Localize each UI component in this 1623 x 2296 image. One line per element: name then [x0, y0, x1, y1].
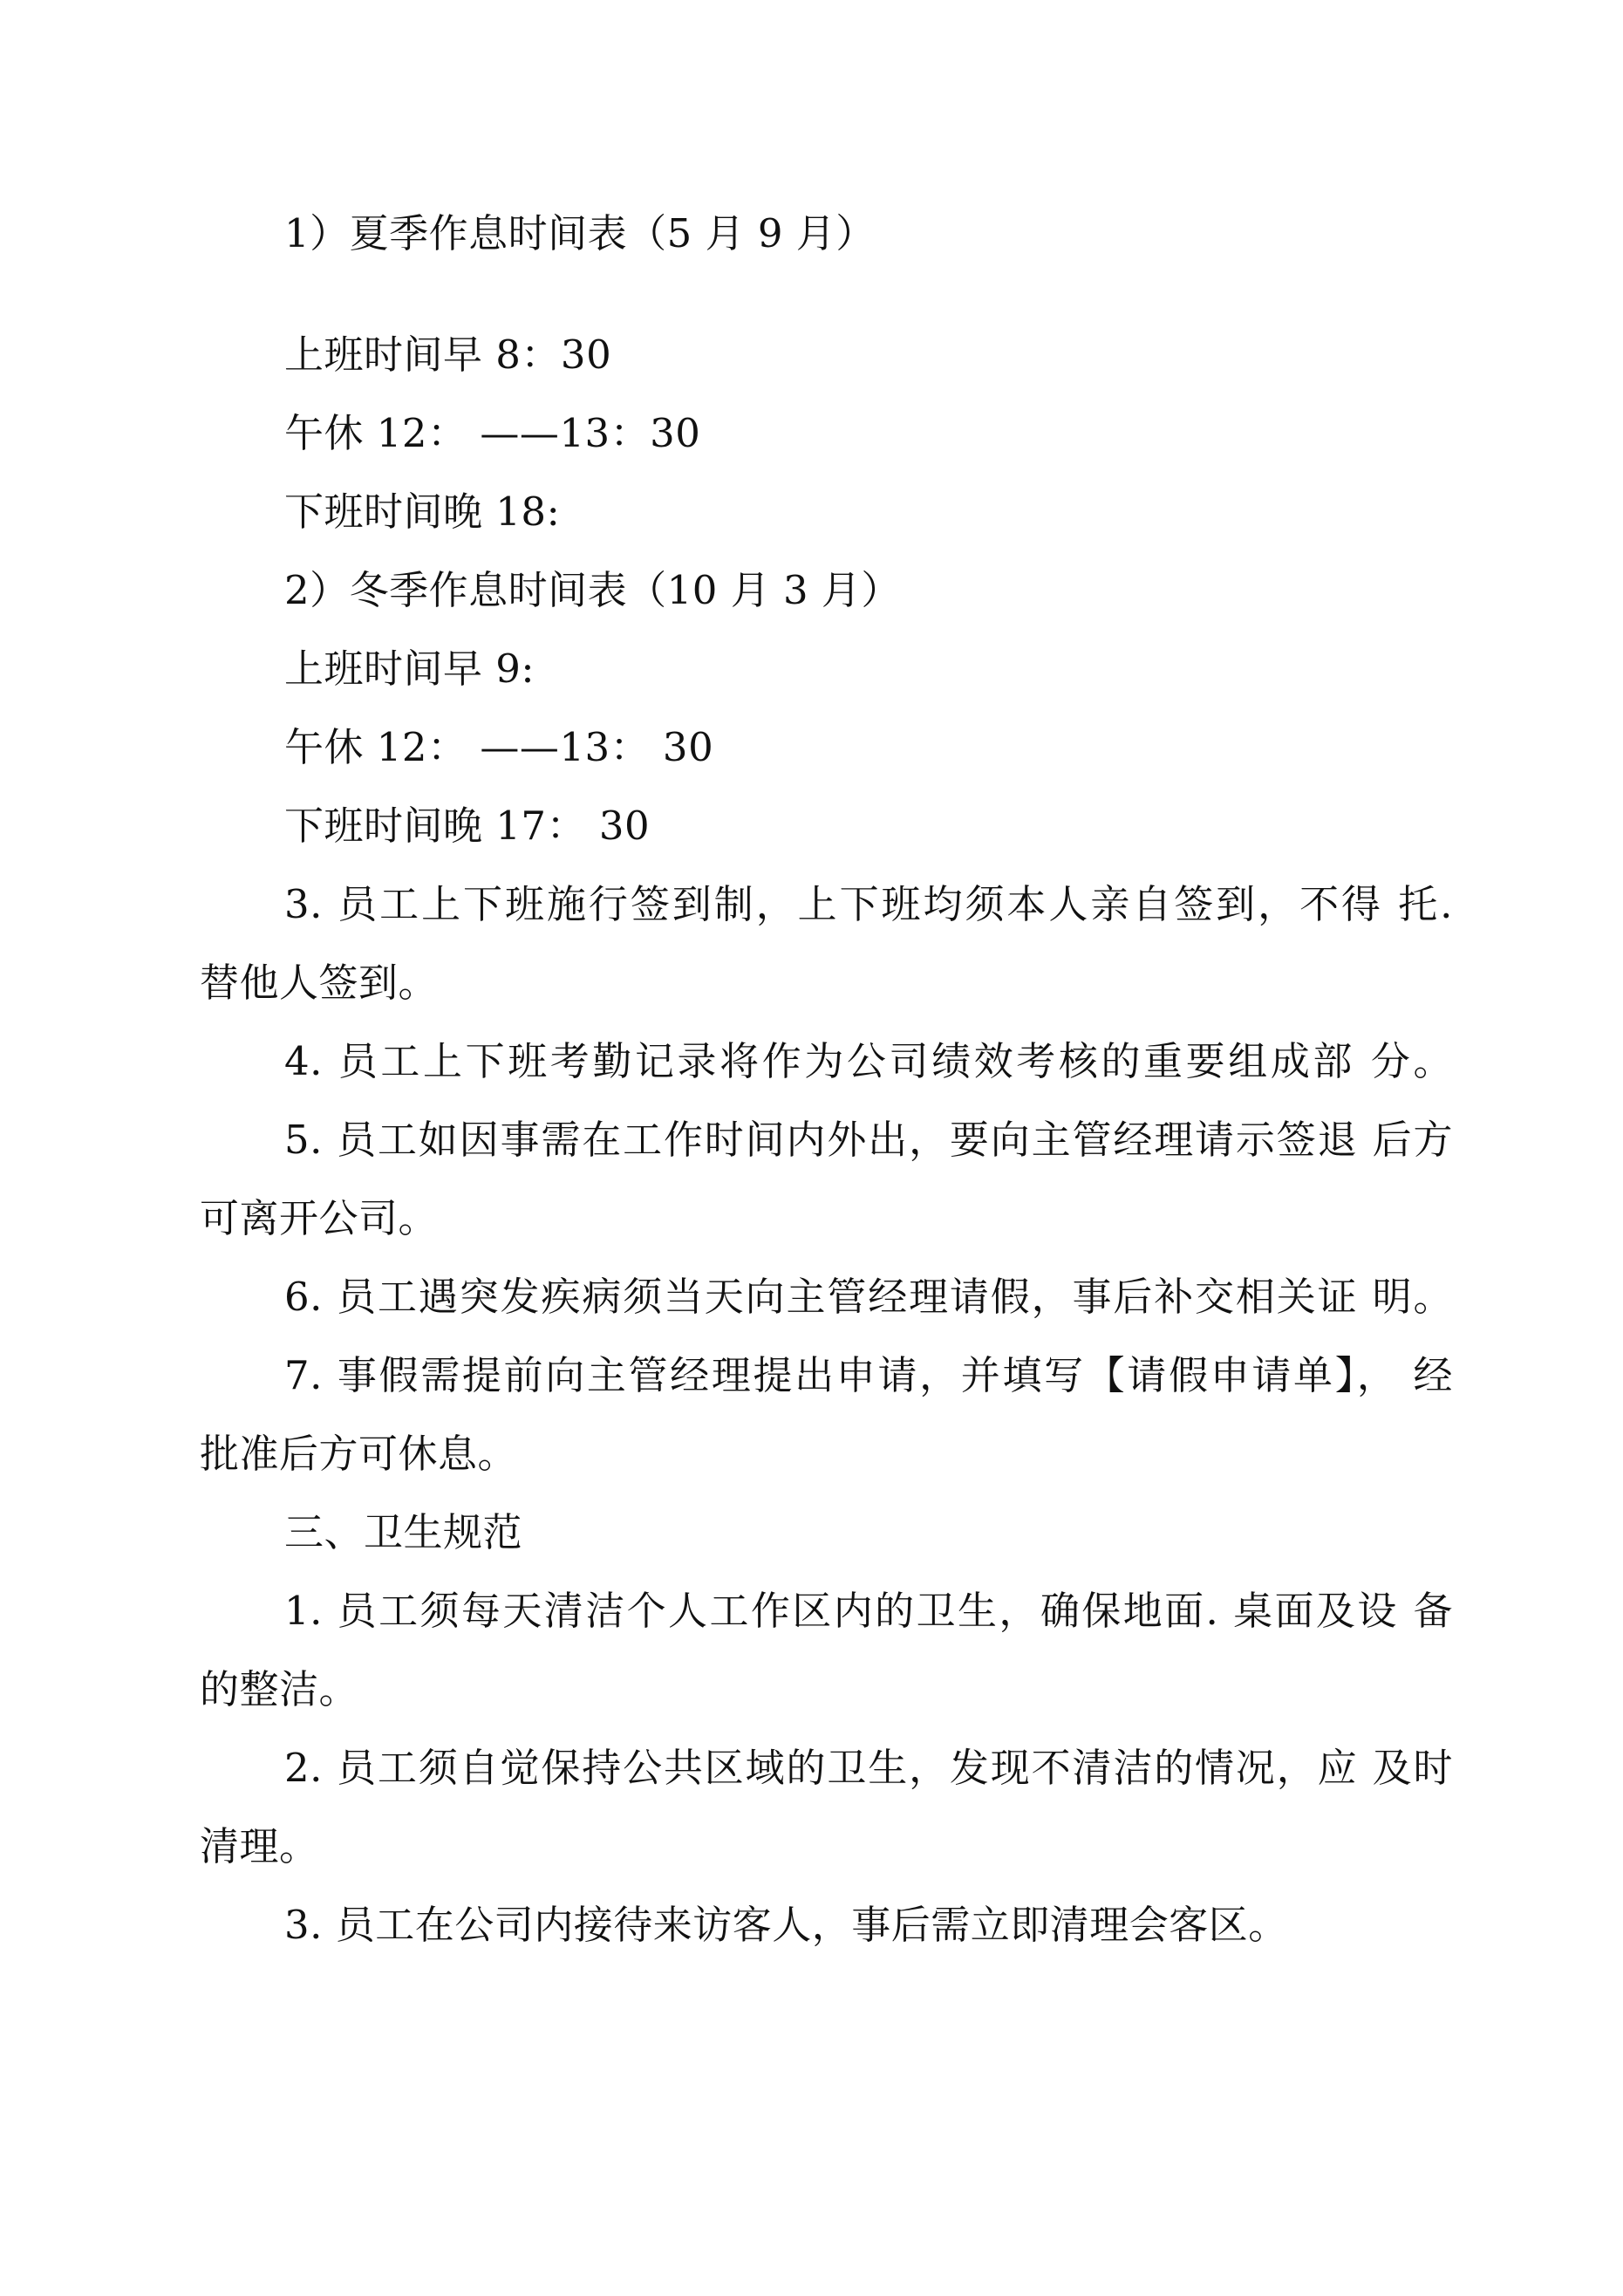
winter-schedule-heading: 2）冬季作息时间表（10 月 3 月）	[284, 567, 901, 613]
rule-3-line-2: 替他人签到。	[200, 960, 439, 1006]
hygiene-rule-3: 3. 员工在公司内接待来访客人，事后需立即清理会客区。	[284, 1902, 1288, 1948]
rule-6: 6. 员工遇突发疾病须当天向主管经理请假，事后补交相关证 明。	[284, 1274, 1453, 1320]
hygiene-rule-1-line-1: 1. 员工须每天清洁个人工作区内的卫生，确保地面. 桌面及设 备	[284, 1588, 1453, 1634]
hygiene-rule-2-line-1: 2. 员工须自觉保持公共区域的卫生，发现不清洁的情况，应 及时	[284, 1745, 1453, 1791]
rule-7-line-1: 7. 事假需提前向主管经理提出申请，并填写【请假申请单】， 经	[284, 1352, 1453, 1398]
rule-7-line-2: 批准后方可休息。	[200, 1431, 518, 1477]
hygiene-rule-1-line-2: 的整洁。	[200, 1666, 359, 1712]
winter-end-time: 下班时间晚 17： 30	[284, 803, 651, 849]
rule-3-line-1: 3. 员工上下班施行签到制，上下班均须本人亲自签到，不得 托.	[284, 881, 1453, 927]
rule-4: 4. 员工上下班考勤记录将作为公司绩效考核的重要组成部 分。	[284, 1038, 1453, 1084]
winter-start-time: 上班时间早 9:	[284, 646, 535, 692]
summer-lunch-break: 午休 12： ——13：30	[284, 410, 701, 456]
rule-5-line-2: 可离开公司。	[200, 1195, 439, 1241]
summer-start-time: 上班时间早 8：30	[284, 331, 612, 378]
summer-schedule-heading: 1）夏季作息时间表（5 月 9 月）	[284, 210, 876, 256]
rule-5-line-1: 5. 员工如因事需在工作时间内外出，要向主管经理请示签退 后方	[284, 1117, 1453, 1163]
hygiene-rule-2-line-2: 清理。	[200, 1823, 319, 1869]
section-heading-hygiene: 三、卫生规范	[284, 1509, 523, 1555]
summer-end-time: 下班时间晚 18:	[284, 489, 561, 535]
winter-lunch-break: 午休 12： ——13： 30	[284, 724, 714, 770]
